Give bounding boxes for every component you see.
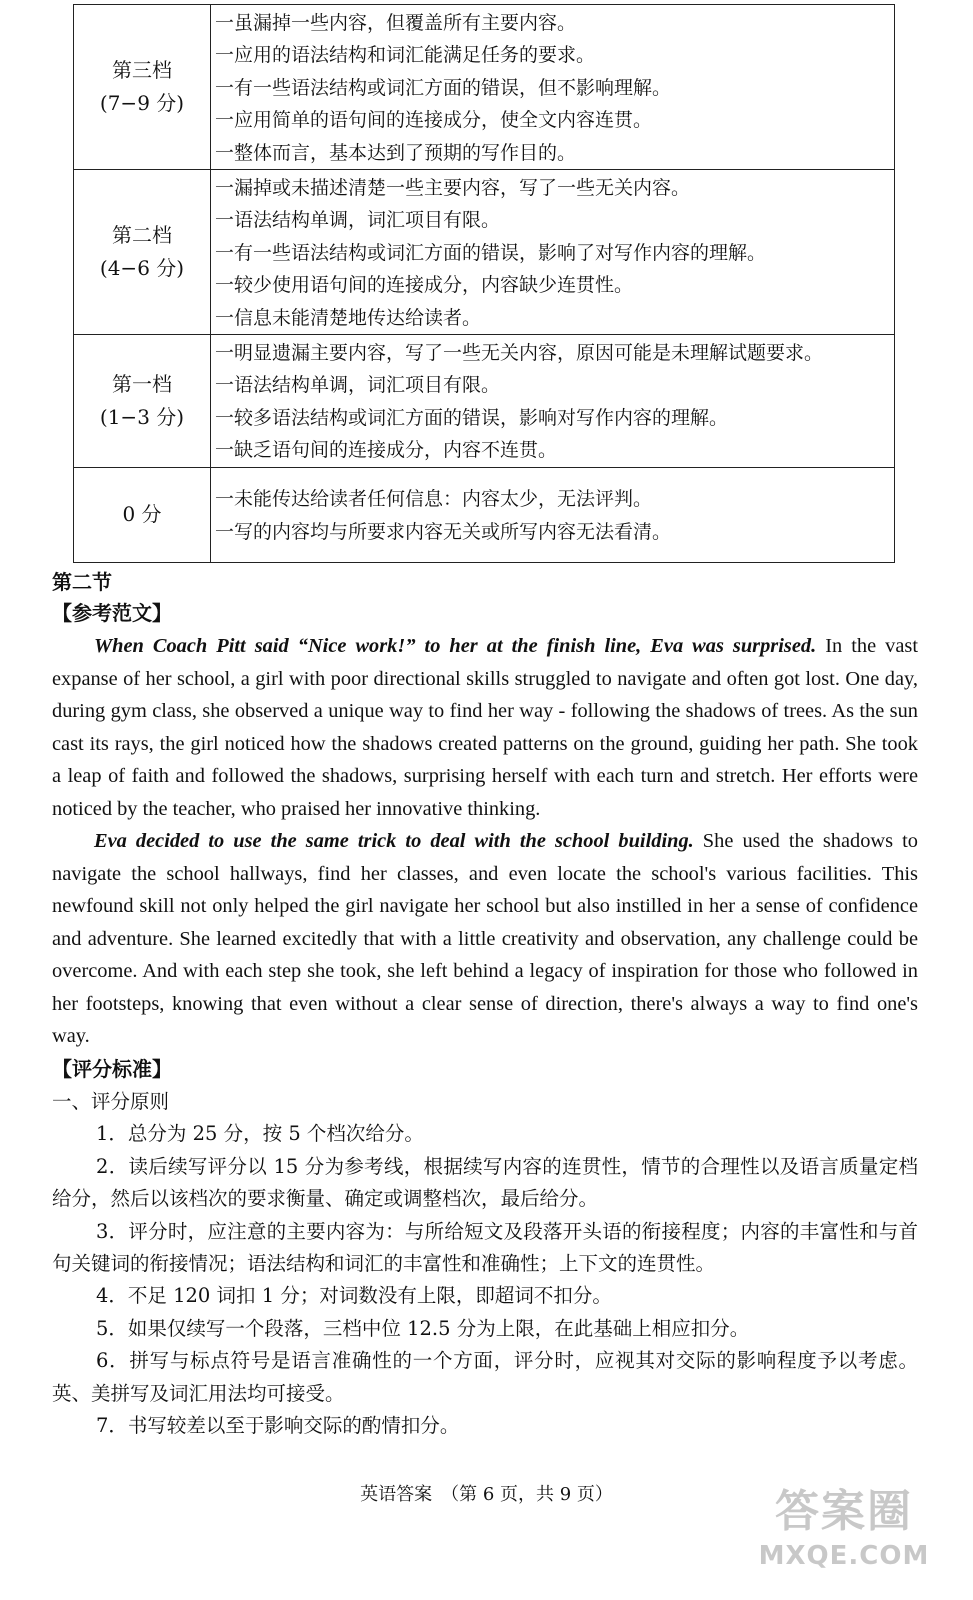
rule-item: 1．总分为 25 分，按 5 个档次给分。: [96, 1122, 424, 1146]
criterion: 一应用的语法结构和词汇能满足任务的要求。: [215, 44, 596, 67]
paragraph-lead-sentence: When Coach Pitt said “Nice work!” to her at the finish line, Eva was surprised.: [94, 635, 817, 657]
criteria-cell: [211, 170, 895, 335]
table-row: [74, 5, 895, 170]
rules-subtitle: 一、评分原则: [52, 1090, 170, 1113]
criterion: 一整体而言，基本达到了预期的写作目的。: [215, 141, 577, 164]
criteria-cell: [211, 335, 895, 468]
essay-paragraph: [52, 630, 918, 825]
grading-heading: 【评分标准】: [52, 1057, 172, 1081]
criterion: 一未能传达给读者任何信息：内容太少，无法评判。: [215, 488, 653, 511]
section-title: 第二节: [52, 570, 112, 594]
criterion: 一漏掉或未描述清楚一些主要内容，写了一些无关内容。: [215, 177, 691, 200]
criterion: 一有一些语法结构或词汇方面的错误，但不影响理解。: [215, 76, 672, 99]
paragraph-lead-sentence: Eva decided to use the same trick to deal with the school building.: [94, 830, 694, 852]
sample-essay: [52, 630, 918, 1053]
criteria-cell: [211, 467, 895, 562]
level-name: 第三档: [112, 58, 172, 83]
level-name: 第二档: [112, 223, 172, 248]
table-row: [74, 170, 895, 335]
criterion: 一应用简单的语句间的连接成分，使全文内容连贯。: [215, 109, 653, 132]
criteria-cell: [211, 5, 895, 170]
level-cell: [74, 5, 211, 170]
paragraph-body: She used the shadows to navigate the school hallways, find her classes, and even locate the school's various facilities. This newfound skill not only helped the girl navigate her school but also instilled in her a sense of confidence and adventure. She learned excitedly that with a little creativity and observation, any challenge could be overcome. And with each step she took, she left behind a legacy of inspiration for those who followed in her footsteps, knowing that even without a clear sense of direction, there's always a way to find one's way.: [52, 830, 918, 1047]
level-range: (7−9 分): [99, 91, 185, 116]
criterion: 一信息未能清楚地传达给读者。: [215, 306, 482, 329]
criterion: 一明显遗漏主要内容，写了一些无关内容，原因可能是未理解试题要求。: [215, 342, 824, 365]
rule-item: 2．读后续写评分以 15 分为参考线，根据续写内容的连贯性，情节的合理性以及语言质量定档给分，然后以该档次的要求衡量、确定或调整档次，最后给分。: [52, 1154, 918, 1211]
rule-item: 3．评分时，应注意的主要内容为：与所给短文及段落开头语的衔接程度；内容的丰富性和与首句关键词的衔接情况；语法结构和词汇的丰富性和准确性；上下文的连贯性。: [52, 1219, 918, 1276]
rule-item: 4．不足 120 词扣 1 分；对词数没有上限，即超词不扣分。: [96, 1284, 612, 1308]
level-range: (1−3 分): [99, 404, 185, 429]
criterion: 一语法结构单调，词汇项目有限。: [215, 374, 501, 397]
rule-item: 5．如果仅续写一个段落，三档中位 12.5 分为上限，在此基础上相应扣分。: [96, 1316, 750, 1340]
level-cell: [74, 335, 211, 468]
watermark-text: 答案圈: [775, 1486, 913, 1537]
watermark-logo: [739, 1485, 949, 1590]
criterion: 一写的内容均与所要求内容无关或所写内容无法看清。: [215, 520, 672, 543]
rule-item: 6．拼写与标点符号是语言准确性的一个方面，评分时，应视其对交际的影响程度予以考虑。英、美拼写及词汇用法均可接受。: [52, 1349, 918, 1405]
criterion: 一缺乏语句间的连接成分，内容不连贯。: [215, 439, 558, 462]
criterion: 一有一些语法结构或词汇方面的错误，影响了对写作内容的理解。: [215, 241, 767, 264]
criterion: 一较少使用语句间的连接成分，内容缺少连贯性。: [215, 274, 634, 297]
rule-item: 7．书写较差以至于影响交际的酌情扣分。: [96, 1414, 460, 1438]
criterion: 一虽漏掉一些内容，但覆盖所有主要内容。: [215, 12, 577, 34]
watermark-url: MXQE.COM: [758, 1541, 930, 1571]
level-cell: [74, 170, 211, 335]
level-cell: [74, 467, 211, 562]
table-row: [74, 335, 895, 468]
paragraph-body: In the vast expanse of her school, a girl with poor directional skills struggled to navigate and often got lost. One day, during gym class, she observed a unique way to find her way - following the shadows of trees. As the sun cast its rays, the girl noticed how the shadows created patterns on the ground, guiding her path. She took a leap of faith and followed the shadows, surprising herself with each turn and stretch. Her efforts were noticed by the teacher, who praised her innovative thinking.: [52, 635, 918, 820]
grading-rules: [52, 1086, 918, 1442]
grading-criteria-table: [73, 4, 895, 563]
page-footer: 英语答案 （第 6 页，共 9 页）: [360, 1484, 613, 1505]
level-name: 0 分: [122, 502, 162, 527]
sample-essay-heading: 【参考范文】: [52, 601, 172, 625]
essay-paragraph: [52, 825, 918, 1053]
criterion: 一语法结构单调，词汇项目有限。: [215, 209, 501, 232]
criterion: 一较多语法结构或词汇方面的错误，影响对写作内容的理解。: [215, 406, 729, 429]
table-row: [74, 467, 895, 562]
level-name: 第一档: [112, 371, 172, 396]
level-range: (4−6 分): [99, 256, 185, 281]
